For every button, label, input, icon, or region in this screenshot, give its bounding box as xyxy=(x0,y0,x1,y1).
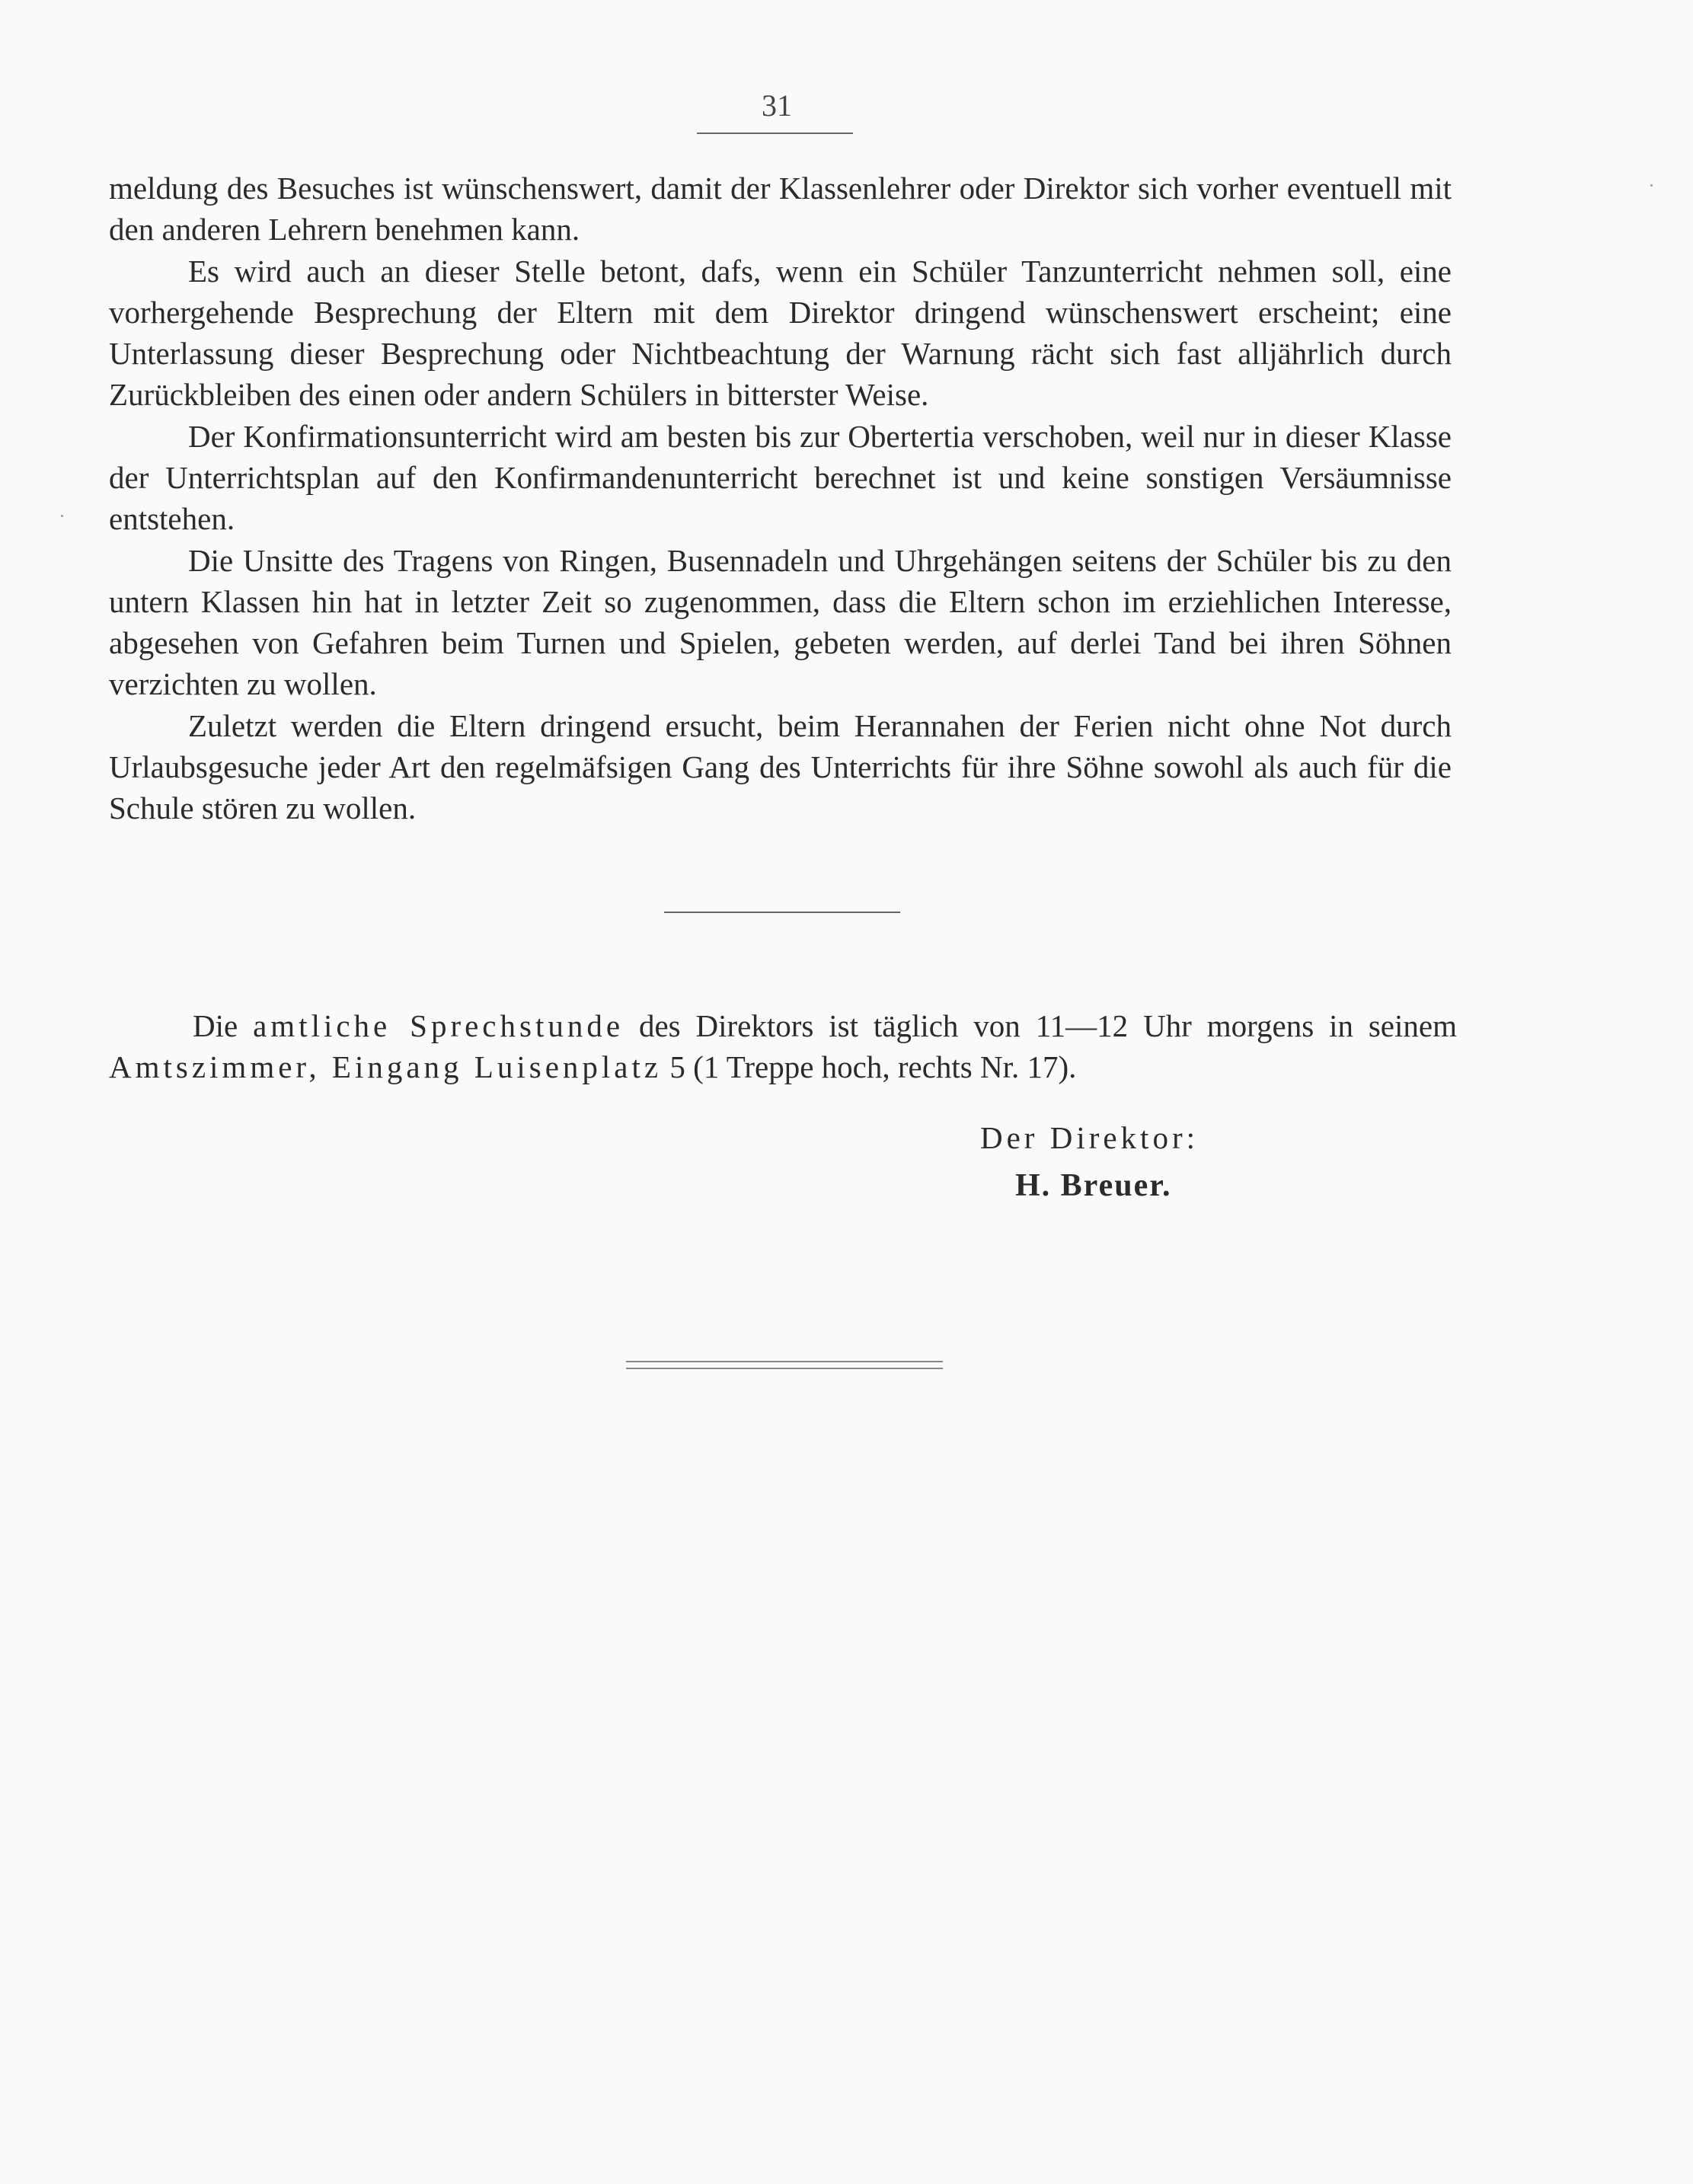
page-number: 31 xyxy=(762,88,792,123)
end-double-rule-top xyxy=(626,1361,943,1362)
scan-speck xyxy=(61,515,63,517)
body-text xyxy=(109,168,1452,829)
paragraph-continued: meldung des Besuches ist wünschenswert, damit der Klassenlehrer oder Direktor sich vorher eventuell mit den anderen Lehrern benehmen kann. xyxy=(109,171,1452,247)
office-hours-notice xyxy=(109,1005,1457,1087)
office-hours-lead: Die xyxy=(193,1008,238,1043)
section-divider xyxy=(664,912,900,913)
signature-name: H. Breuer. xyxy=(1015,1168,1172,1203)
end-double-rule-bottom xyxy=(626,1368,943,1369)
office-location-emphasis: Amtszimmer, Eingang Luisenplatz xyxy=(109,1049,663,1084)
page-number-rule xyxy=(697,133,853,134)
signature-title: Der Direktor: xyxy=(980,1120,1199,1155)
paragraph-jewelry: Die Unsitte des Tragens von Ringen, Busennadeln und Uhrgehängen seitens der Schüler bis zu den untern Klassen hin hat in letzter Zeit so zugenommen, dass die Eltern schon im erziehlichen Interesse, abgesehen von Gefahren beim Turnen und Spielen, gebeten werden, auf derlei Tand bei ihren Söhnen verzichten zu wollen. xyxy=(109,543,1452,701)
office-location-text: 5 (1 Treppe hoch, rechts Nr. 17). xyxy=(669,1049,1077,1084)
scan-speck xyxy=(1650,184,1653,187)
paragraph-holidays: Zuletzt werden die Eltern dringend ersucht, beim Herannahen der Ferien nicht ohne Not durch Urlaubsgesuche jeder Art den regelmäfsigen Gang des Unterrichts für ihre Söhne sowohl als auch für die Schule stören zu wollen. xyxy=(109,708,1452,825)
paragraph-dance-lessons: Es wird auch an dieser Stelle betont, dafs, wenn ein Schüler Tanzunterricht nehmen soll, eine vorhergehende Besprechung der Eltern mit dem Direktor dringend wünschenswert erscheint; eine Unterlassung dieser Besprechung oder Nichtbeachtung der Warnung rächt sich fast alljährlich durch Zurückbleiben des einen oder andern Schülers in bitterster Weise. xyxy=(109,254,1452,412)
paragraph-confirmation: Der Konfirmationsunterricht wird am besten bis zur Obertertia verschoben, weil nur in dieser Klasse der Unterrichtsplan auf den Konfirmandenunterricht berechnet ist und keine sonstigen Versäumnisse entstehen. xyxy=(109,419,1452,536)
office-hours-emphasis: amtliche Sprechstunde xyxy=(253,1008,624,1043)
office-hours-text: des Direktors ist täglich von 11—12 Uhr morgens in seinem xyxy=(638,1008,1457,1043)
